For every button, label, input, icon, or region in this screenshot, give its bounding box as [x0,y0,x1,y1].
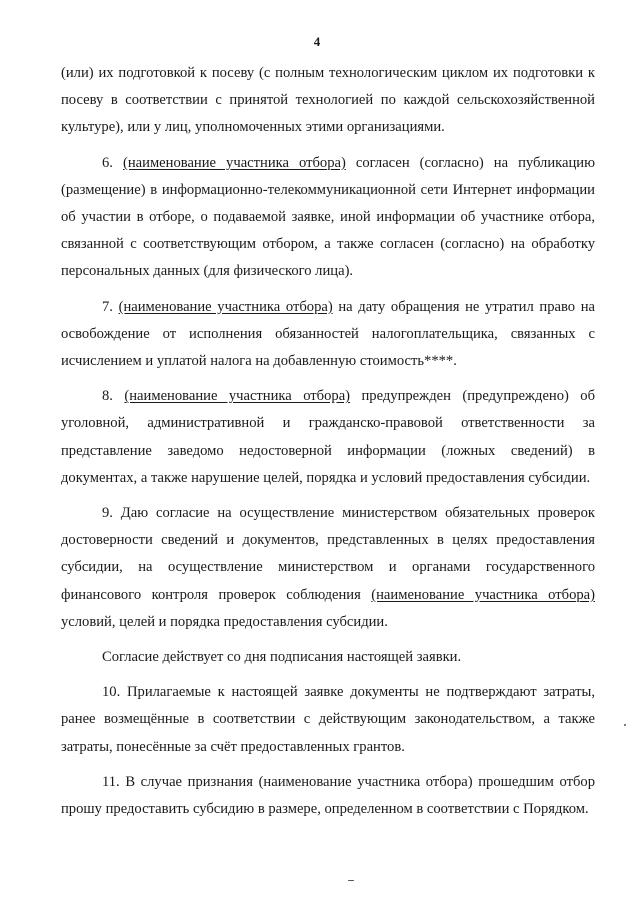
paragraph-8 [61,383,595,492]
document-body [61,60,595,823]
participant-name-placeholder: (наименование участника отбора) [122,154,346,171]
paragraph-7-text: на дату обращения не утратил право на освобождение от исполнения обязанностей налогоплательщика, связанных с исчислением и уплатой налога на добавленную стоимость****. [61,298,596,370]
paragraph-9 [61,500,595,636]
participant-name-placeholder: (наименование участника отбора) [371,586,596,603]
paragraph-10: 10. Прилагаемые к настоящей заявке документы не подтверждают затраты, ранее возмещённые в соответствии с действующим законодательством, а также затраты, понесённые за счёт предоставленных грантов. [61,684,595,755]
paragraph-continuation: (или) их подготовкой к посеву (с полным технологическим циклом их подготовки к посеву в соответствии с принятой технологией по каждой сельскохозяйственной культуре), или у лиц, уполномоченных этими организациями. [61,65,595,136]
paragraph-11: 11. В случае признания (наименование участника отбора) прошедшим отбор прошу предоставить субсидию в размере, определенном в соответствии с Порядком. [61,773,595,818]
paragraph-9-text-before: 9. Даю согласие на осуществление министерством обязательных проверок достоверности сведений и документов, представленных в целях предоставления субсидии, на осуществление министерством и органами государственного финансового контроля проверок соблюдения [61,505,595,603]
scan-speck [348,880,354,881]
participant-name-placeholder: (наименование участника отбора) [118,298,333,315]
consent-period: Согласие действует со дня подписания настоящей заявки. [102,649,462,666]
paragraph-7 [61,294,595,376]
scan-speck [624,724,626,726]
paragraph-6-text: согласен (согласно) на публикацию (размещение) в информационно-телекоммуникационной сети Интернет информации об участии в отборе, о подаваемой заявке, иной информации об участнике отбора, связанной с соответствующим отбором, а также согласен (согласно) на обработку персональных данных (для физического лица). [61,154,596,280]
paragraph-7-number: 7. [102,298,119,315]
paragraph-8-text: предупрежден (предупреждено) об уголовной, административной и гражданско-правовой ответственности за представление заведомо недостоверной информации (ложных сведений) в документах, а также нарушение целей, порядка и условий предоставления субсидии. [61,388,596,486]
paragraph-6-number: 6. [102,154,123,171]
participant-name-placeholder: (наименование участника отбора) [124,388,351,405]
paragraph-8-number: 8. [102,388,125,405]
page-number: 4 [313,34,321,49]
paragraph-9-text-after: условий, целей и порядка предоставления субсидии. [61,613,388,630]
paragraph-6 [61,150,595,286]
